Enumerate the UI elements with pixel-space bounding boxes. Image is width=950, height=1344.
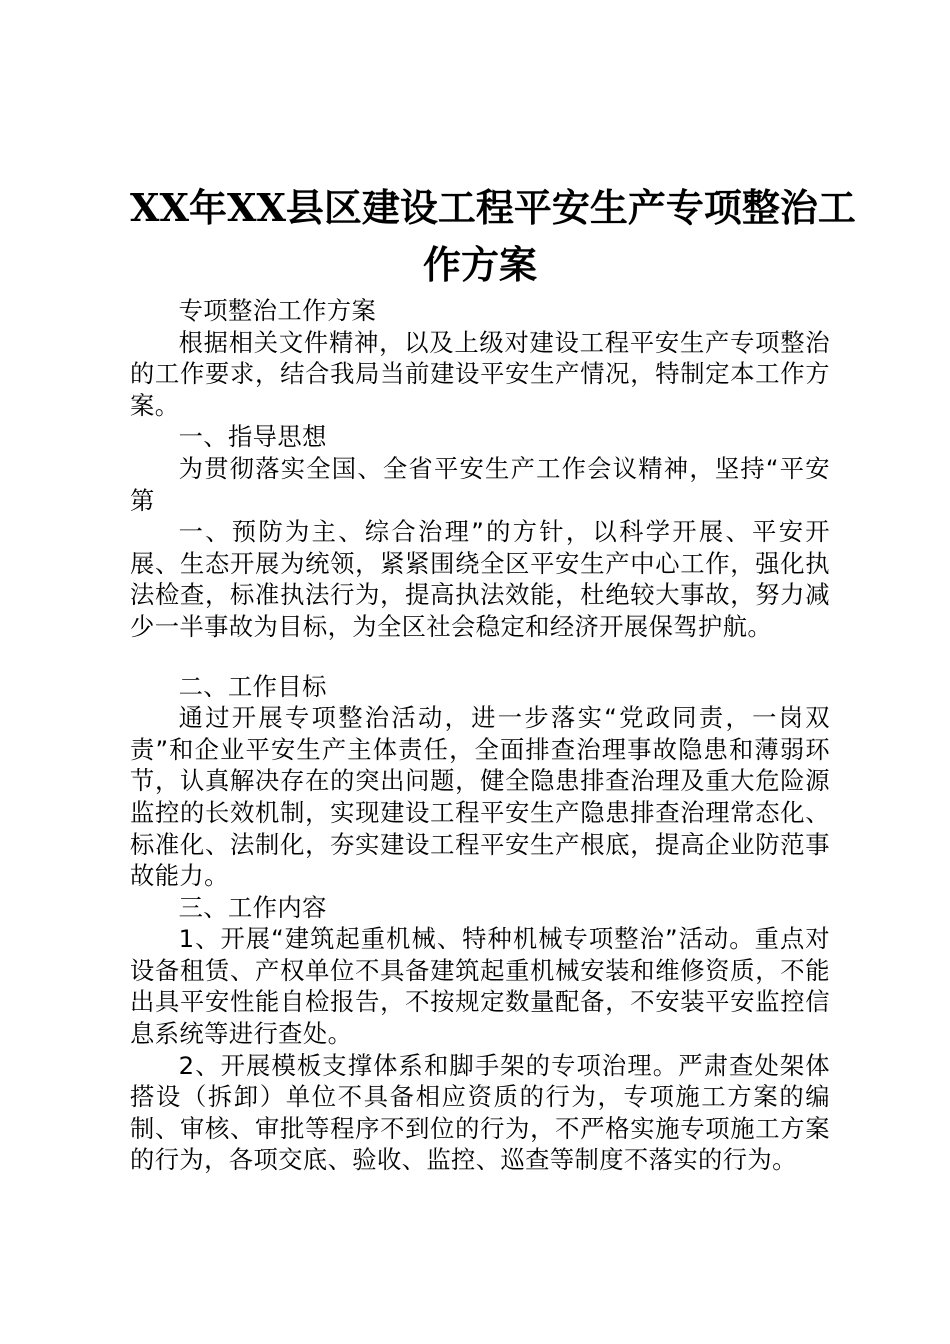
section-heading-guiding-thought: 一、指导思想 [178,422,327,452]
subtitle-paragraph: 专项整治工作方案 [178,296,377,325]
intro-paragraph: 根据相关文件精神，以及上级对建设工程平安生产专项整治的工作要求，结合我局当前建设平安生产情况，特制定本工作方案。 [130,327,830,420]
section-heading-work-goal: 二、工作目标 [178,671,327,701]
document-title-line-2: 作方案 [422,242,537,287]
guiding-thought-paragraph-2: 一、预防为主、综合治理”的方针，以科学开展、平安开展、生态开展为统领，紧紧围绕全区平安生产中心工作，强化执法检查，标准执法行为，提高执法效能，杜绝较大事故，努力减少一半事故为目标，为全区社会稳定和经济开展保驾护航。 [130,517,830,641]
document-title-line-1: XX年XX县区建设工程平安生产专项整治工 [130,185,856,230]
paragraph-spacer [130,643,830,671]
work-content-item-1: 1、开展“建筑起重机械、特种机械专项整治”活动。重点对设备租赁、产权单位不具备建筑起重机械安装和维修资质，不能出具平安性能自检报告，不按规定数量配备，不安装平安监控信息系统等进行查处。 [130,924,830,1049]
work-content-item-2: 2、开展模板支撑体系和脚手架的专项治理。严肃查处架体搭设（拆卸）单位不具备相应资质的行为，专项施工方案的编制、审核、审批等程序不到位的行为，不严格实施专项施工方案的行为，各项交底、验收、监控、巡查等制度不落实的行为。 [130,1050,830,1175]
document-body [130,295,830,1176]
section-heading-work-content: 三、工作内容 [178,892,327,922]
work-goal-paragraph: 通过开展专项整治活动，进一步落实“党政同责，一岗双责”和企业平安生产主体责任，全面排查治理事故隐患和薄弱环节，认真解决存在的突出问题，健全隐患排查治理及重大危险源监控的长效机制，实现建设工程平安生产隐患排查治理常态化、标准化、法制化，夯实建设工程平安生产根底，提高企业防范事故能力。 [130,703,830,891]
guiding-thought-paragraph-1: 为贯彻落实全国、全省平安生产工作会议精神，坚持“平安第 [130,453,830,515]
